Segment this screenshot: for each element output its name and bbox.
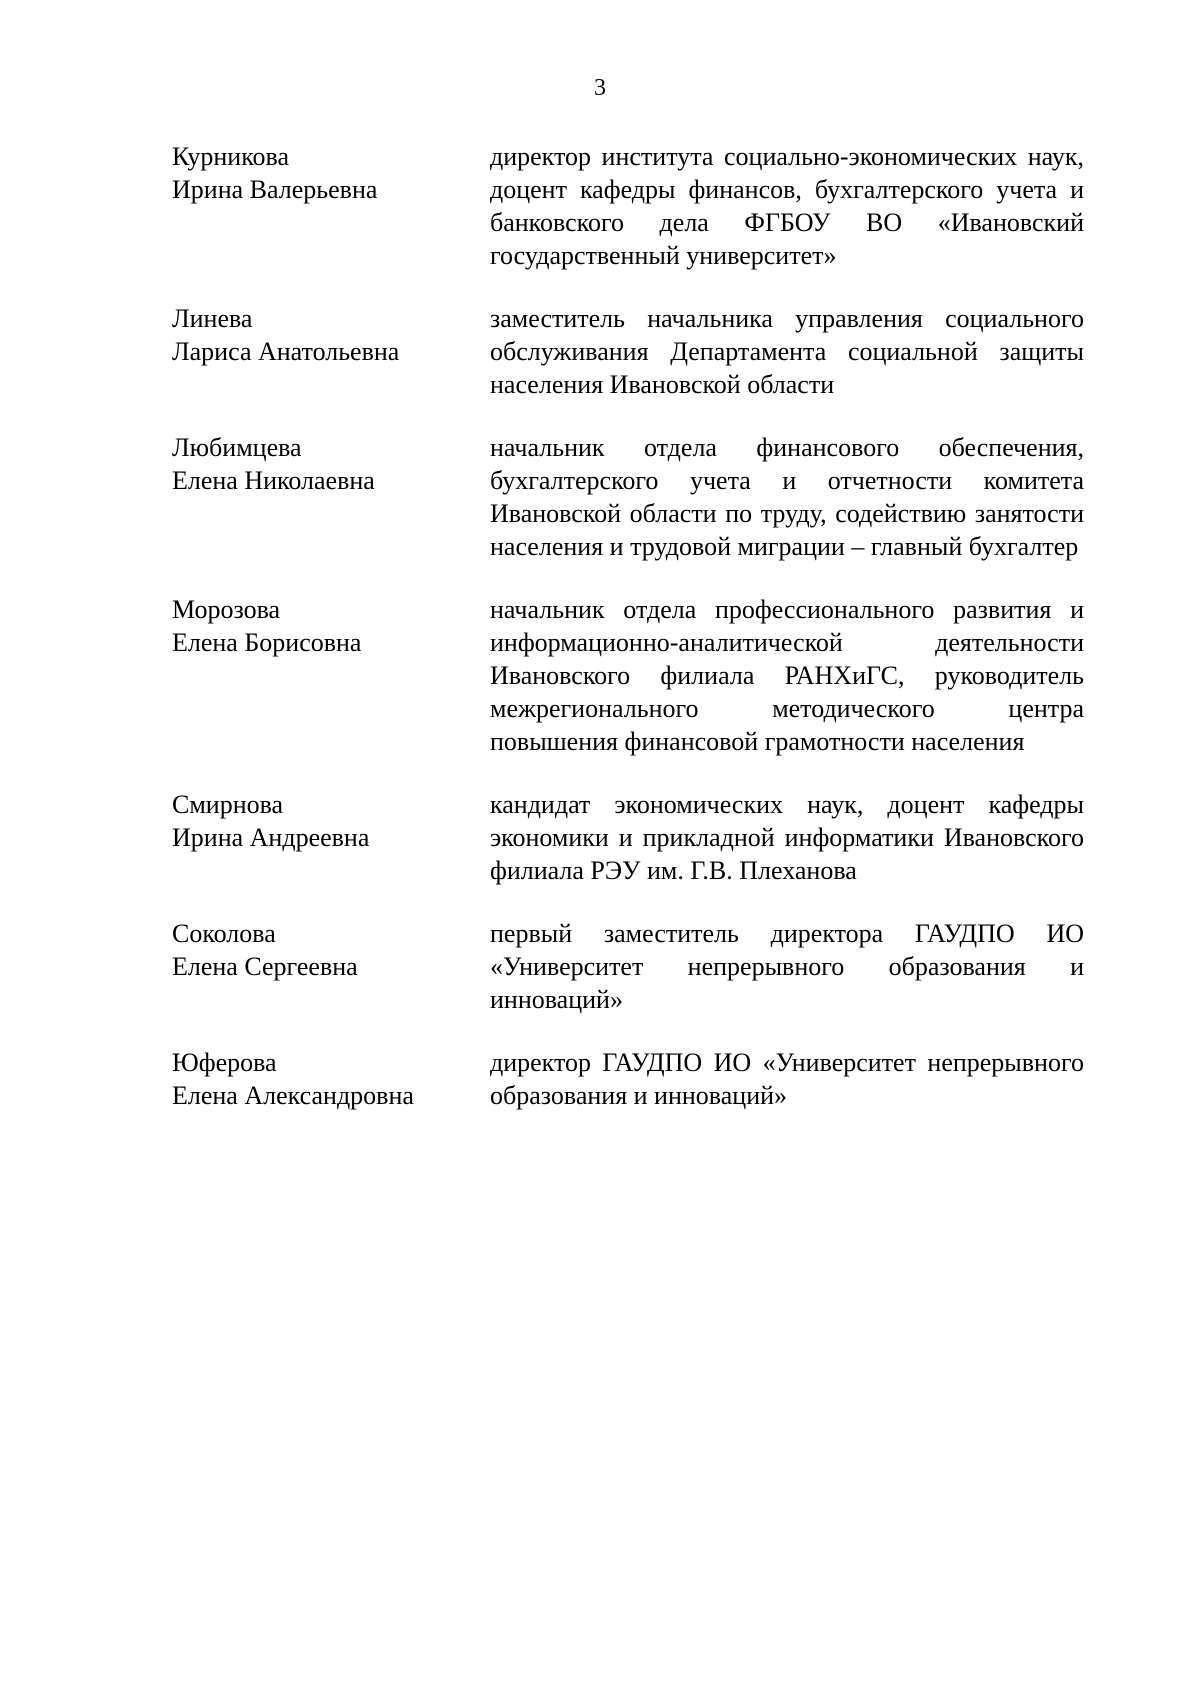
member-given-names: Ирина Андреевна <box>172 823 370 852</box>
member-position: первый заместитель директора ГАУДПО ИО «Университет непрерывного образования и инноваций» <box>490 919 1084 1014</box>
member-position: начальник отдела профессионального развития и информационно-аналитической деятельности Ивановского филиала РАНХиГС, руководитель межрегионального методического центра повышения финансовой грамотности населения <box>490 595 1084 756</box>
member-given-names: Елена Борисовна <box>172 628 362 657</box>
member-given-names: Елена Николаевна <box>172 466 375 495</box>
member-position: директор ГАУДПО ИО «Университет непрерывного образования и инноваций» <box>490 1048 1084 1110</box>
member-surname: Линева <box>172 304 253 333</box>
member-row <box>172 431 1084 563</box>
member-surname: Морозова <box>172 595 281 624</box>
member-position: заместитель начальника управления социального обслуживания Департамента социальной защиты населения Ивановской области <box>490 304 1084 399</box>
member-row <box>172 1046 1084 1112</box>
member-row <box>172 302 1084 401</box>
member-name <box>172 431 490 563</box>
member-name <box>172 140 490 272</box>
member-surname: Юферова <box>172 1048 277 1077</box>
member-position: начальник отдела финансового обеспечения, бухгалтерского учета и отчетности комитета Ивановской области по труду, содействию занятости населения и трудовой миграции – главный бухгалтер <box>490 433 1084 561</box>
member-surname: Соколова <box>172 919 276 948</box>
member-surname: Курникова <box>172 142 289 171</box>
member-surname: Любимцева <box>172 433 302 462</box>
member-name <box>172 1046 490 1112</box>
member-row <box>172 788 1084 887</box>
member-row <box>172 140 1084 272</box>
member-position: директор института социально-экономических наук, доцент кафедры финансов, бухгалтерского учета и банковского дела ФГБОУ ВО «Ивановский государственный университет» <box>490 142 1084 270</box>
member-given-names: Лариса Анатольевна <box>172 337 400 366</box>
page-number: 3 <box>594 75 606 101</box>
member-name <box>172 788 490 887</box>
member-given-names: Ирина Валерьевна <box>172 175 378 204</box>
member-position: кандидат экономических наук, доцент кафедры экономики и прикладной информатики Ивановского филиала РЭУ им. Г.В. Плеханова <box>490 790 1084 885</box>
member-row <box>172 917 1084 1016</box>
member-name <box>172 593 490 758</box>
member-given-names: Елена Александровна <box>172 1081 414 1110</box>
member-given-names: Елена Сергеевна <box>172 952 358 981</box>
member-name <box>172 302 490 401</box>
members-list <box>172 140 1084 1142</box>
member-surname: Смирнова <box>172 790 284 819</box>
member-row <box>172 593 1084 758</box>
member-name <box>172 917 490 1016</box>
